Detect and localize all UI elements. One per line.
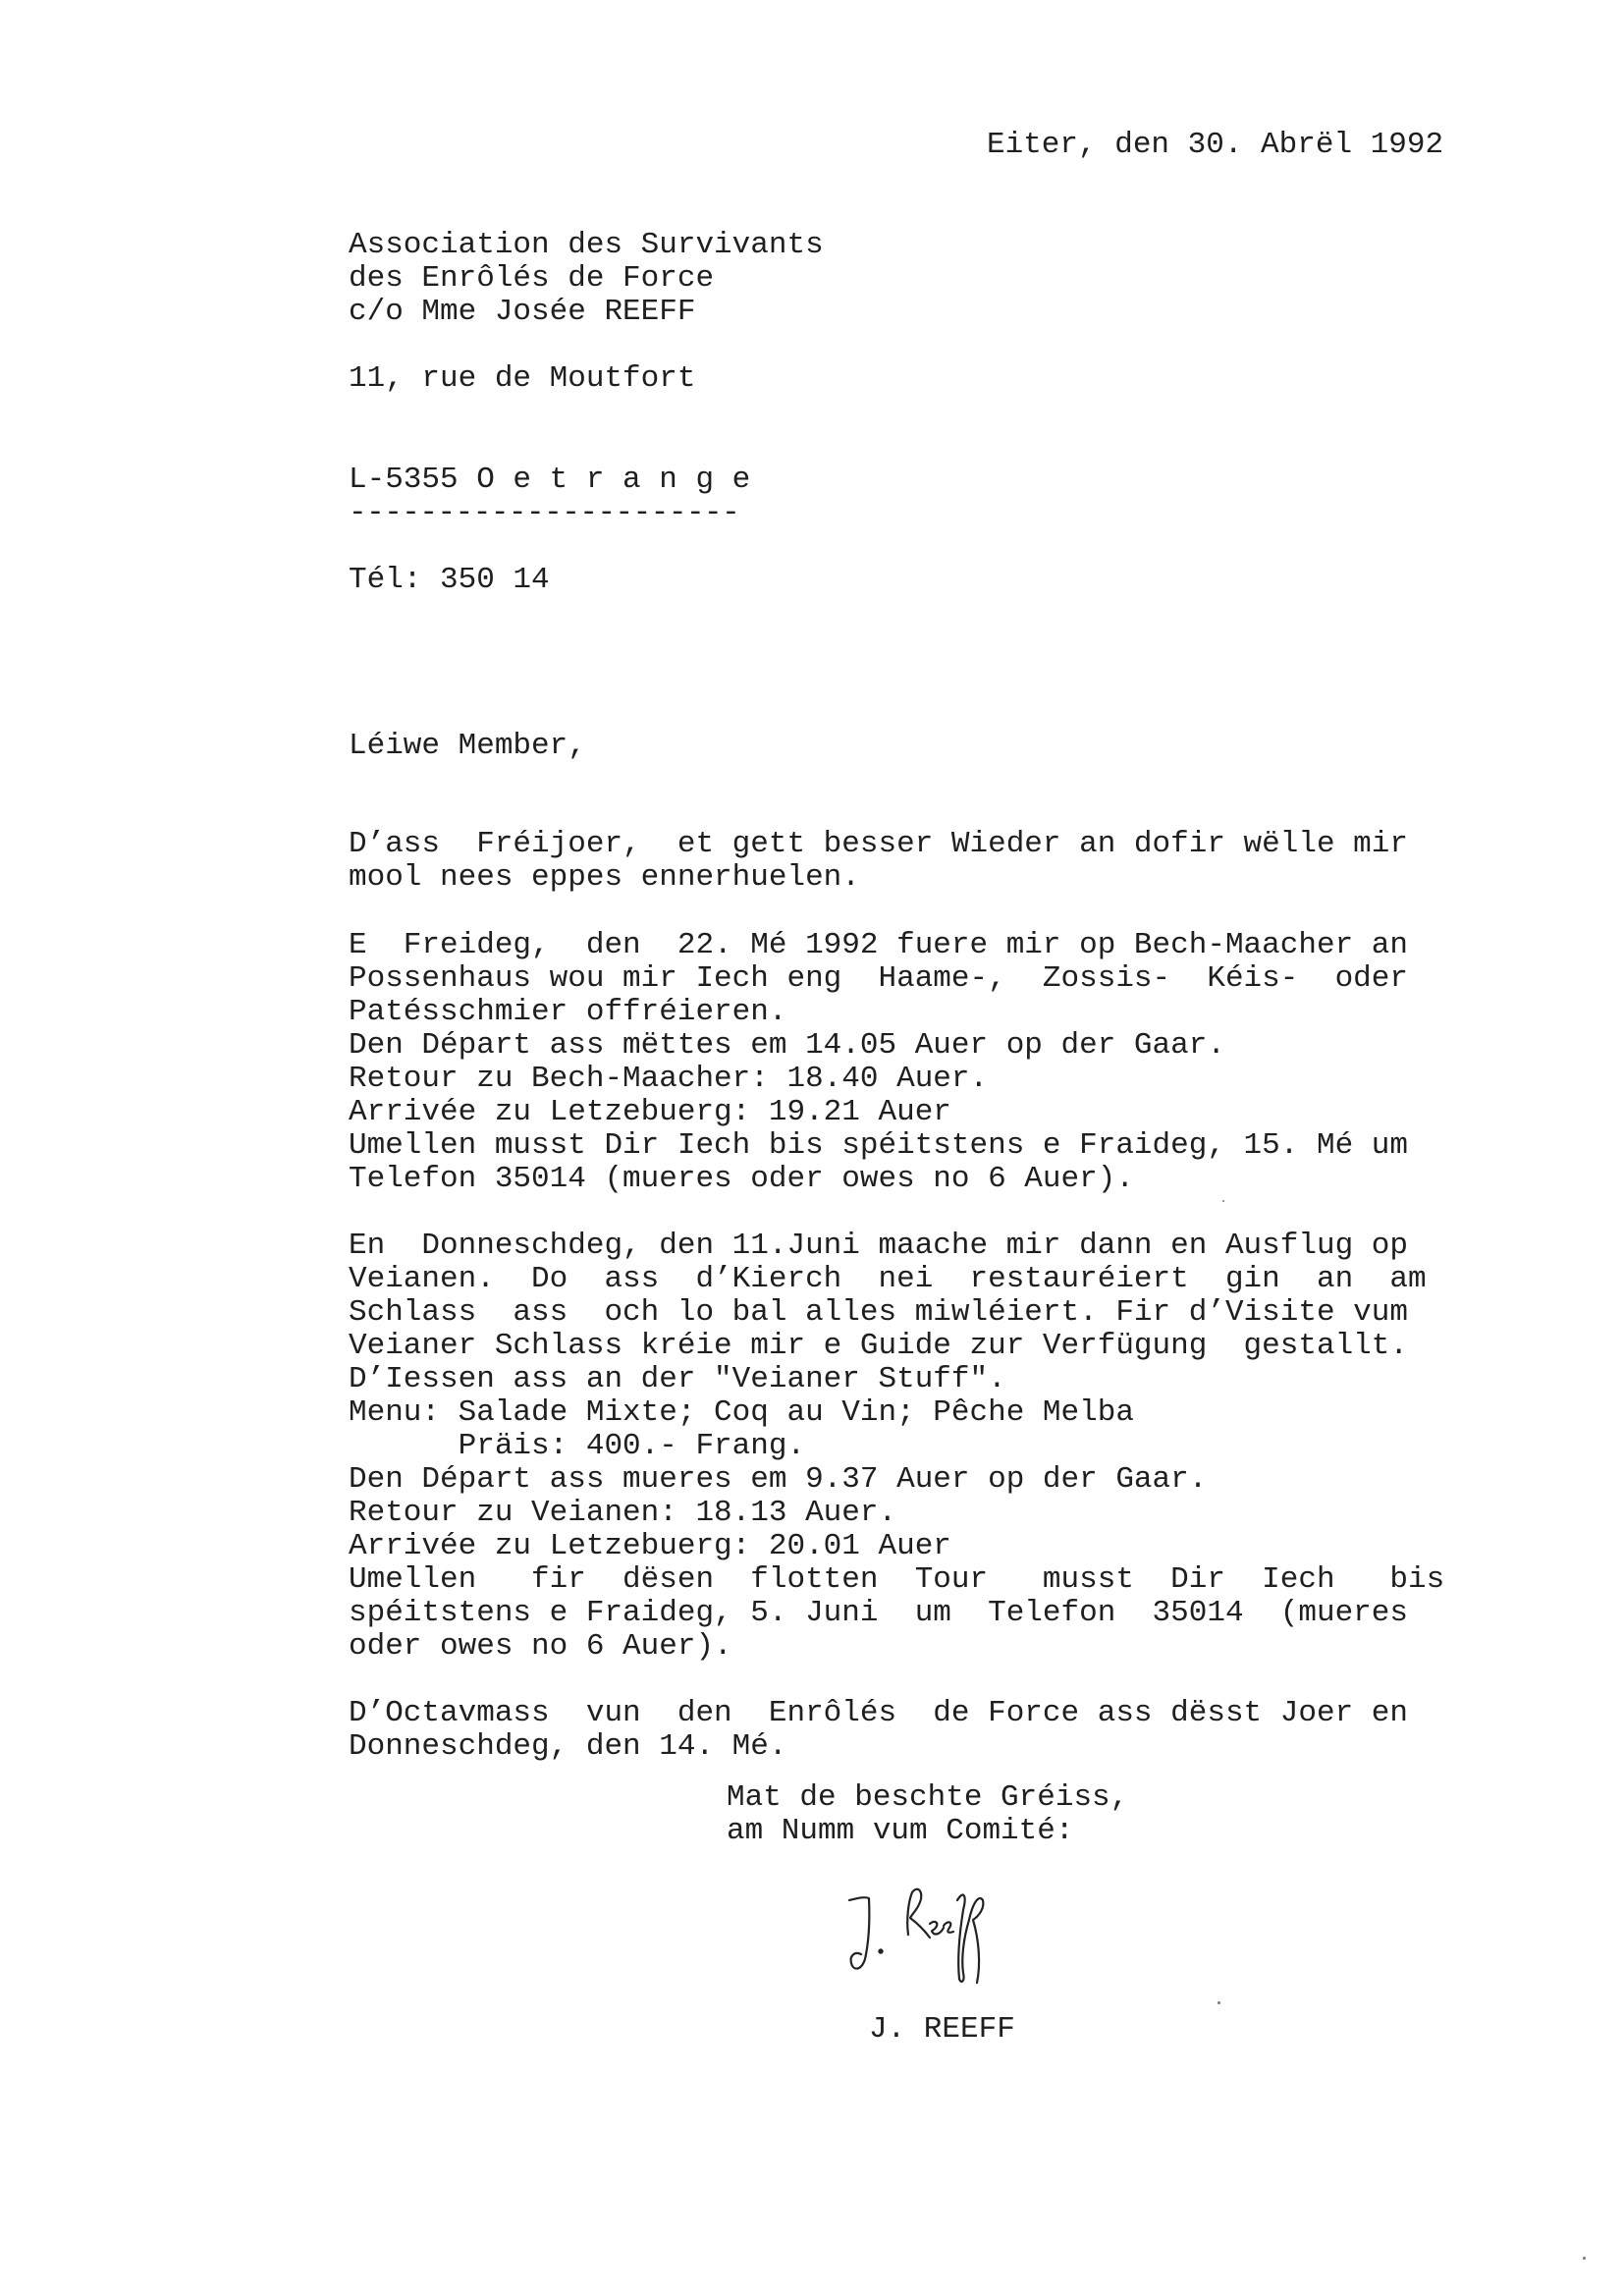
scan-speck xyxy=(1222,1200,1224,1202)
closing-line-1: Mat de beschte Gréiss, xyxy=(727,1780,1129,1815)
scan-speck xyxy=(1217,2001,1220,2004)
scan-speck xyxy=(1583,2257,1586,2260)
paragraph-2-line: E Freideg, den 22. Mé 1992 fuere mir op Bech-Maacher an xyxy=(349,928,1408,962)
recipient-phone: Tél: 350 14 xyxy=(349,563,550,597)
paragraph-3-line: Arrivée zu Letzebuerg: 20.01 Auer xyxy=(349,1529,951,1563)
paragraph-2-line: Telefon 35014 (mueres oder owes no 6 Auer). xyxy=(349,1162,1134,1196)
recipient-postal: L-5355 O e t r a n g e xyxy=(349,463,751,497)
salutation: Léiwe Member, xyxy=(349,729,586,763)
paragraph-3-line: En Donneschdeg, den 11.Juni maache mir dann en Ausflug op xyxy=(349,1229,1408,1263)
paragraph-4-line: D’Octavmass vun den Enrôlés de Force ass dësst Joer en xyxy=(349,1696,1408,1730)
handwritten-signature xyxy=(839,1881,1036,1989)
paragraph-3-line: oder owes no 6 Auer). xyxy=(349,1629,732,1664)
paragraph-3-line: Retour zu Veianen: 18.13 Auer. xyxy=(349,1496,897,1530)
postal-underline: ---------------------- xyxy=(349,496,740,530)
paragraph-1-line: mool nees eppes ennerhuelen. xyxy=(349,860,860,895)
paragraph-2-line: Umellen musst Dir Iech bis spéitstens e Fraideg, 15. Mé um xyxy=(349,1128,1408,1163)
paragraph-3-line: D’Iessen ass an der "Veianer Stuff". xyxy=(349,1362,1006,1396)
paragraph-2-line: Arrivée zu Letzebuerg: 19.21 Auer xyxy=(349,1095,951,1129)
paragraph-3-line: Präis: 400.- Frang. xyxy=(349,1429,806,1463)
paragraph-3-line: Veianer Schlass kréie mir e Guide zur Verfügung gestallt. xyxy=(349,1329,1408,1363)
recipient-street: 11, rue de Moutfort xyxy=(349,361,696,396)
signer-name: J. REEFF xyxy=(869,2012,1015,2047)
paragraph-3-line: Veianen. Do ass d’Kierch nei restauréiert gin an am xyxy=(349,1262,1427,1296)
date-line: Eiter, den 30. Abrël 1992 xyxy=(987,128,1444,162)
paragraph-1-line: D’ass Fréijoer, et gett besser Wieder an dofir wëlle mir xyxy=(349,827,1408,861)
closing-line-2: am Numm vum Comité: xyxy=(727,1814,1074,1848)
paragraph-2-line: Den Départ ass mëttes em 14.05 Auer op der Gaar. xyxy=(349,1028,1225,1063)
paragraph-2-line: Patésschmier offréieren. xyxy=(349,995,787,1029)
paragraph-2-line: Retour zu Bech-Maacher: 18.40 Auer. xyxy=(349,1062,989,1096)
paragraph-3-line: Den Départ ass mueres em 9.37 Auer op der Gaar. xyxy=(349,1462,1208,1497)
paragraph-3-line: Umellen fir dësen flotten Tour musst Dir Iech bis xyxy=(349,1562,1445,1597)
paragraph-2-line: Possenhaus wou mir Iech eng Haame-, Zossis- Kéis- oder xyxy=(349,961,1408,996)
recipient-line-2: des Enrôlés de Force xyxy=(349,261,715,296)
recipient-line-1: Association des Survivants xyxy=(349,228,824,262)
paragraph-4-line: Donneschdeg, den 14. Mé. xyxy=(349,1729,787,1764)
paragraph-3-line: spéitstens e Fraideg, 5. Juni um Telefon 35014 (mueres xyxy=(349,1596,1408,1630)
recipient-line-3: c/o Mme Josée REEFF xyxy=(349,295,696,329)
paragraph-3-line: Schlass ass och lo bal alles miwléiert. Fir d’Visite vum xyxy=(349,1295,1408,1330)
paragraph-3-line: Menu: Salade Mixte; Coq au Vin; Pêche Melba xyxy=(349,1395,1134,1430)
